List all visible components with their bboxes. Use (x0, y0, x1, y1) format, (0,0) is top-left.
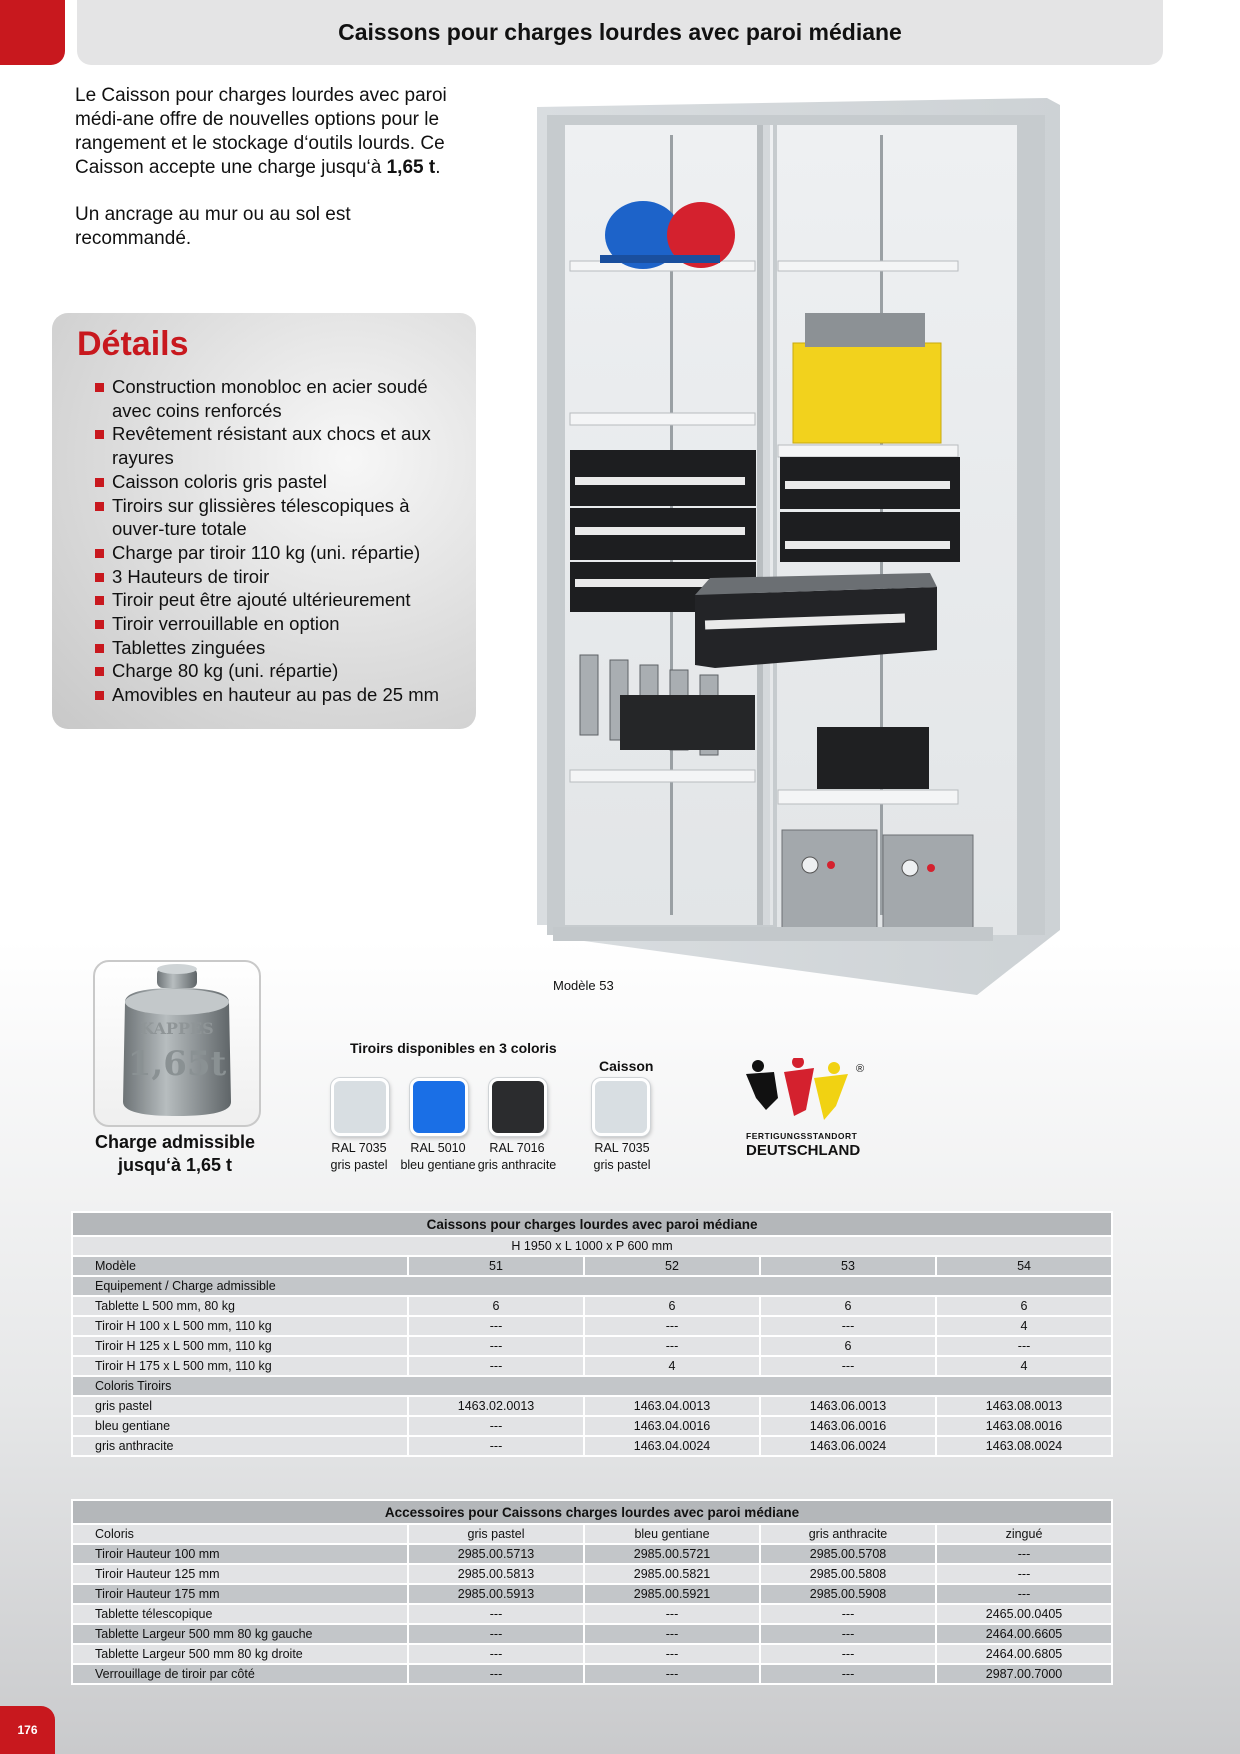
weight-caption-line2: jusqu‘à 1,65 t (117, 1155, 233, 1175)
cell: 2464.00.6605 (936, 1624, 1112, 1644)
details-item: Caisson coloris gris pastel (92, 470, 462, 494)
cell: 4 (584, 1356, 760, 1376)
details-item: Tiroir peut être ajouté ultérieurement (92, 588, 462, 612)
table-row (72, 1336, 1112, 1356)
details-list (92, 375, 462, 707)
swatch-code: RAL 7016 (489, 1141, 545, 1155)
weight-stamp-value: 1,65t (127, 1044, 227, 1084)
cell: 4 (936, 1356, 1112, 1376)
cell: 1463.08.0016 (936, 1416, 1112, 1436)
weight-stamp-brand: KAPPES (140, 1019, 214, 1038)
row-label: Tiroir H 100 x L 500 mm, 110 kg (72, 1316, 408, 1336)
details-item: Tiroir verrouillable en option (92, 612, 462, 636)
details-item: Revêtement résistant aux chocs et aux rayures (92, 422, 462, 469)
cell: --- (408, 1604, 584, 1624)
table-row (72, 1564, 1112, 1584)
swatch-label (577, 1140, 667, 1174)
weight-icon (95, 962, 259, 1125)
color-swatch-gris-pastel (331, 1078, 389, 1136)
header-accent (0, 0, 65, 65)
column-header: gris anthracite (760, 1524, 936, 1544)
badge-line2: DEUTSCHLAND (746, 1142, 861, 1159)
cell: --- (936, 1584, 1112, 1604)
cell: 6 (408, 1296, 584, 1316)
cell: --- (760, 1664, 936, 1684)
cell: --- (936, 1336, 1112, 1356)
figures-logo-icon (744, 1058, 874, 1133)
group-header: Coloris Tiroirs (72, 1376, 1112, 1396)
cell: --- (760, 1604, 936, 1624)
cell: 6 (584, 1296, 760, 1316)
model-header: 53 (760, 1256, 936, 1276)
cell: --- (584, 1644, 760, 1664)
cabinet-illustration (535, 95, 1070, 1010)
group-header: Equipement / Charge admissible (72, 1276, 1112, 1296)
swatch-label (472, 1140, 562, 1174)
cell: 2985.00.5913 (408, 1584, 584, 1604)
cell: --- (408, 1356, 584, 1376)
row-label: Tiroir Hauteur 100 mm (72, 1544, 408, 1564)
row-label: Tiroir H 175 x L 500 mm, 110 kg (72, 1356, 408, 1376)
table-row (72, 1436, 1112, 1456)
made-in-germany-badge (744, 1058, 874, 1164)
page-title-bar (77, 0, 1163, 65)
intro-p1-text: Le Caisson pour charges lourdes avec paroi médi-ane offre de nouvelles options pour le rangement et le stockage d‘outils lourds. Ce Caisson accepte une charge jusqu‘à (75, 85, 447, 178)
intro-p1-end: . (435, 157, 441, 178)
details-box (52, 313, 476, 729)
cell: --- (408, 1416, 584, 1436)
cell: --- (936, 1564, 1112, 1584)
swatch-label (314, 1140, 404, 1174)
column-header: bleu gentiane (584, 1524, 760, 1544)
cell: 2987.00.7000 (936, 1664, 1112, 1684)
cell: --- (408, 1316, 584, 1336)
model-header: 52 (584, 1256, 760, 1276)
accessories-table (71, 1499, 1113, 1685)
table-row (72, 1416, 1112, 1436)
cell: 6 (936, 1296, 1112, 1316)
cell: --- (584, 1316, 760, 1336)
cell: 1463.06.0013 (760, 1396, 936, 1416)
cell: 1463.04.0016 (584, 1416, 760, 1436)
row-label: Modèle (72, 1256, 408, 1276)
details-title: Détails (77, 325, 189, 363)
column-header: gris pastel (408, 1524, 584, 1544)
swatch-label (393, 1140, 483, 1174)
page-title: Caissons pour charges lourdes avec paroi médiane (338, 19, 902, 45)
cell: --- (408, 1436, 584, 1456)
cell: 1463.08.0024 (936, 1436, 1112, 1456)
weight-caption-line1: Charge admissible (94, 1132, 256, 1152)
details-item: 3 Hauteurs de tiroir (92, 565, 462, 589)
details-item: Tiroirs sur glissières télescopiques à ouver-ture totale (92, 494, 462, 541)
row-label: Coloris (72, 1524, 408, 1544)
cell: --- (584, 1664, 760, 1684)
cell: 1463.06.0024 (760, 1436, 936, 1456)
details-item: Charge par tiroir 110 kg (uni. répartie) (92, 541, 462, 565)
cell: 1463.08.0013 (936, 1396, 1112, 1416)
row-label: bleu gentiane (72, 1416, 408, 1436)
cell: 2985.00.5921 (584, 1584, 760, 1604)
cell: --- (760, 1356, 936, 1376)
row-label: Verrouillage de tiroir par côté (72, 1664, 408, 1684)
table-row (72, 1664, 1112, 1684)
row-label: Tiroir H 125 x L 500 mm, 110 kg (72, 1336, 408, 1356)
row-label: Tablette télescopique (72, 1604, 408, 1624)
caisson-color-title: Caisson (599, 1058, 654, 1074)
cell: 2985.00.5821 (584, 1564, 760, 1584)
swatch-name: bleu gentiane (400, 1158, 476, 1172)
cell: --- (408, 1624, 584, 1644)
registered-mark: ® (856, 1063, 865, 1075)
models-table (71, 1211, 1113, 1457)
row-label: Tablette L 500 mm, 80 kg (72, 1296, 408, 1316)
color-swatch-caisson-gris-pastel (592, 1078, 650, 1136)
cell: 2464.00.6805 (936, 1644, 1112, 1664)
cell: --- (760, 1644, 936, 1664)
cell: 1463.04.0024 (584, 1436, 760, 1456)
table-row (72, 1644, 1112, 1664)
model-caption: Modèle 53 (553, 978, 614, 993)
table-header-row (72, 1524, 1112, 1544)
weight-caption (75, 1131, 275, 1177)
cell: --- (584, 1624, 760, 1644)
details-item: Construction monobloc en acier soudé avec coins renforcés (92, 375, 462, 422)
row-label: Tablette Largeur 500 mm 80 kg gauche (72, 1624, 408, 1644)
cell: 6 (760, 1336, 936, 1356)
table-row (72, 1624, 1112, 1644)
swatch-code: RAL 5010 (410, 1141, 466, 1155)
model-header: 51 (408, 1256, 584, 1276)
drawer-colors-title: Tiroirs disponibles en 3 coloris (350, 1040, 557, 1056)
cell: --- (760, 1624, 936, 1644)
cell: 6 (760, 1296, 936, 1316)
badge-line1: FERTIGUNGSSTANDORT (746, 1131, 858, 1141)
table-row (72, 1316, 1112, 1336)
table-row (72, 1604, 1112, 1624)
swatch-name: gris pastel (593, 1158, 651, 1172)
table-row (72, 1296, 1112, 1316)
details-item: Charge 80 kg (uni. répartie) (92, 659, 462, 683)
page-number: 176 (0, 1706, 55, 1754)
color-swatch-bleu-gentiane (410, 1078, 468, 1136)
intro-paragraph-2: Un ancrage au mur ou au sol est recommandé. (75, 204, 351, 249)
cell: --- (408, 1644, 584, 1664)
table-row (72, 1584, 1112, 1604)
swatch-name: gris pastel (330, 1158, 388, 1172)
cell: 1463.06.0016 (760, 1416, 936, 1436)
model-header: 54 (936, 1256, 1112, 1276)
cell: 2985.00.5721 (584, 1544, 760, 1564)
color-swatch-gris-anthracite (489, 1078, 547, 1136)
details-item: Amovibles en hauteur au pas de 25 mm (92, 683, 462, 707)
table-title: Caissons pour charges lourdes avec paroi médiane (72, 1212, 1112, 1236)
cell: 2985.00.5708 (760, 1544, 936, 1564)
swatch-code: RAL 7035 (331, 1141, 387, 1155)
table-dimensions: H 1950 x L 1000 x P 600 mm (72, 1236, 1112, 1256)
cell: --- (408, 1336, 584, 1356)
swatch-code: RAL 7035 (594, 1141, 650, 1155)
cell: 2985.00.5813 (408, 1564, 584, 1584)
row-label: gris pastel (72, 1396, 408, 1416)
cell: --- (760, 1316, 936, 1336)
table-row (72, 1256, 1112, 1276)
cell: 2985.00.5908 (760, 1584, 936, 1604)
details-item: Tablettes zinguées (92, 636, 462, 660)
cell: --- (584, 1604, 760, 1624)
cell: --- (584, 1336, 760, 1356)
row-label: Tiroir Hauteur 125 mm (72, 1564, 408, 1584)
cell: --- (936, 1544, 1112, 1564)
table-row (72, 1356, 1112, 1376)
table-row (72, 1544, 1112, 1564)
cabinet-product-image (535, 95, 1070, 1010)
intro-p1-bold: 1,65 t (386, 157, 436, 178)
cell: 2465.00.0405 (936, 1604, 1112, 1624)
cell: 2985.00.5713 (408, 1544, 584, 1564)
cell: 4 (936, 1316, 1112, 1336)
column-header: zingué (936, 1524, 1112, 1544)
cell: 1463.02.0013 (408, 1396, 584, 1416)
swatch-name: gris anthracite (477, 1158, 557, 1172)
cell: 2985.00.5808 (760, 1564, 936, 1584)
cell: 1463.04.0013 (584, 1396, 760, 1416)
table-title: Accessoires pour Caissons charges lourdes avec paroi médiane (72, 1500, 1112, 1524)
cell: --- (408, 1664, 584, 1684)
intro-paragraph-1 (75, 84, 465, 180)
row-label: Tablette Largeur 500 mm 80 kg droite (72, 1644, 408, 1664)
table-row (72, 1396, 1112, 1416)
intro-text (75, 84, 465, 274)
weight-badge (93, 960, 261, 1127)
row-label: Tiroir Hauteur 175 mm (72, 1584, 408, 1604)
row-label: gris anthracite (72, 1436, 408, 1456)
